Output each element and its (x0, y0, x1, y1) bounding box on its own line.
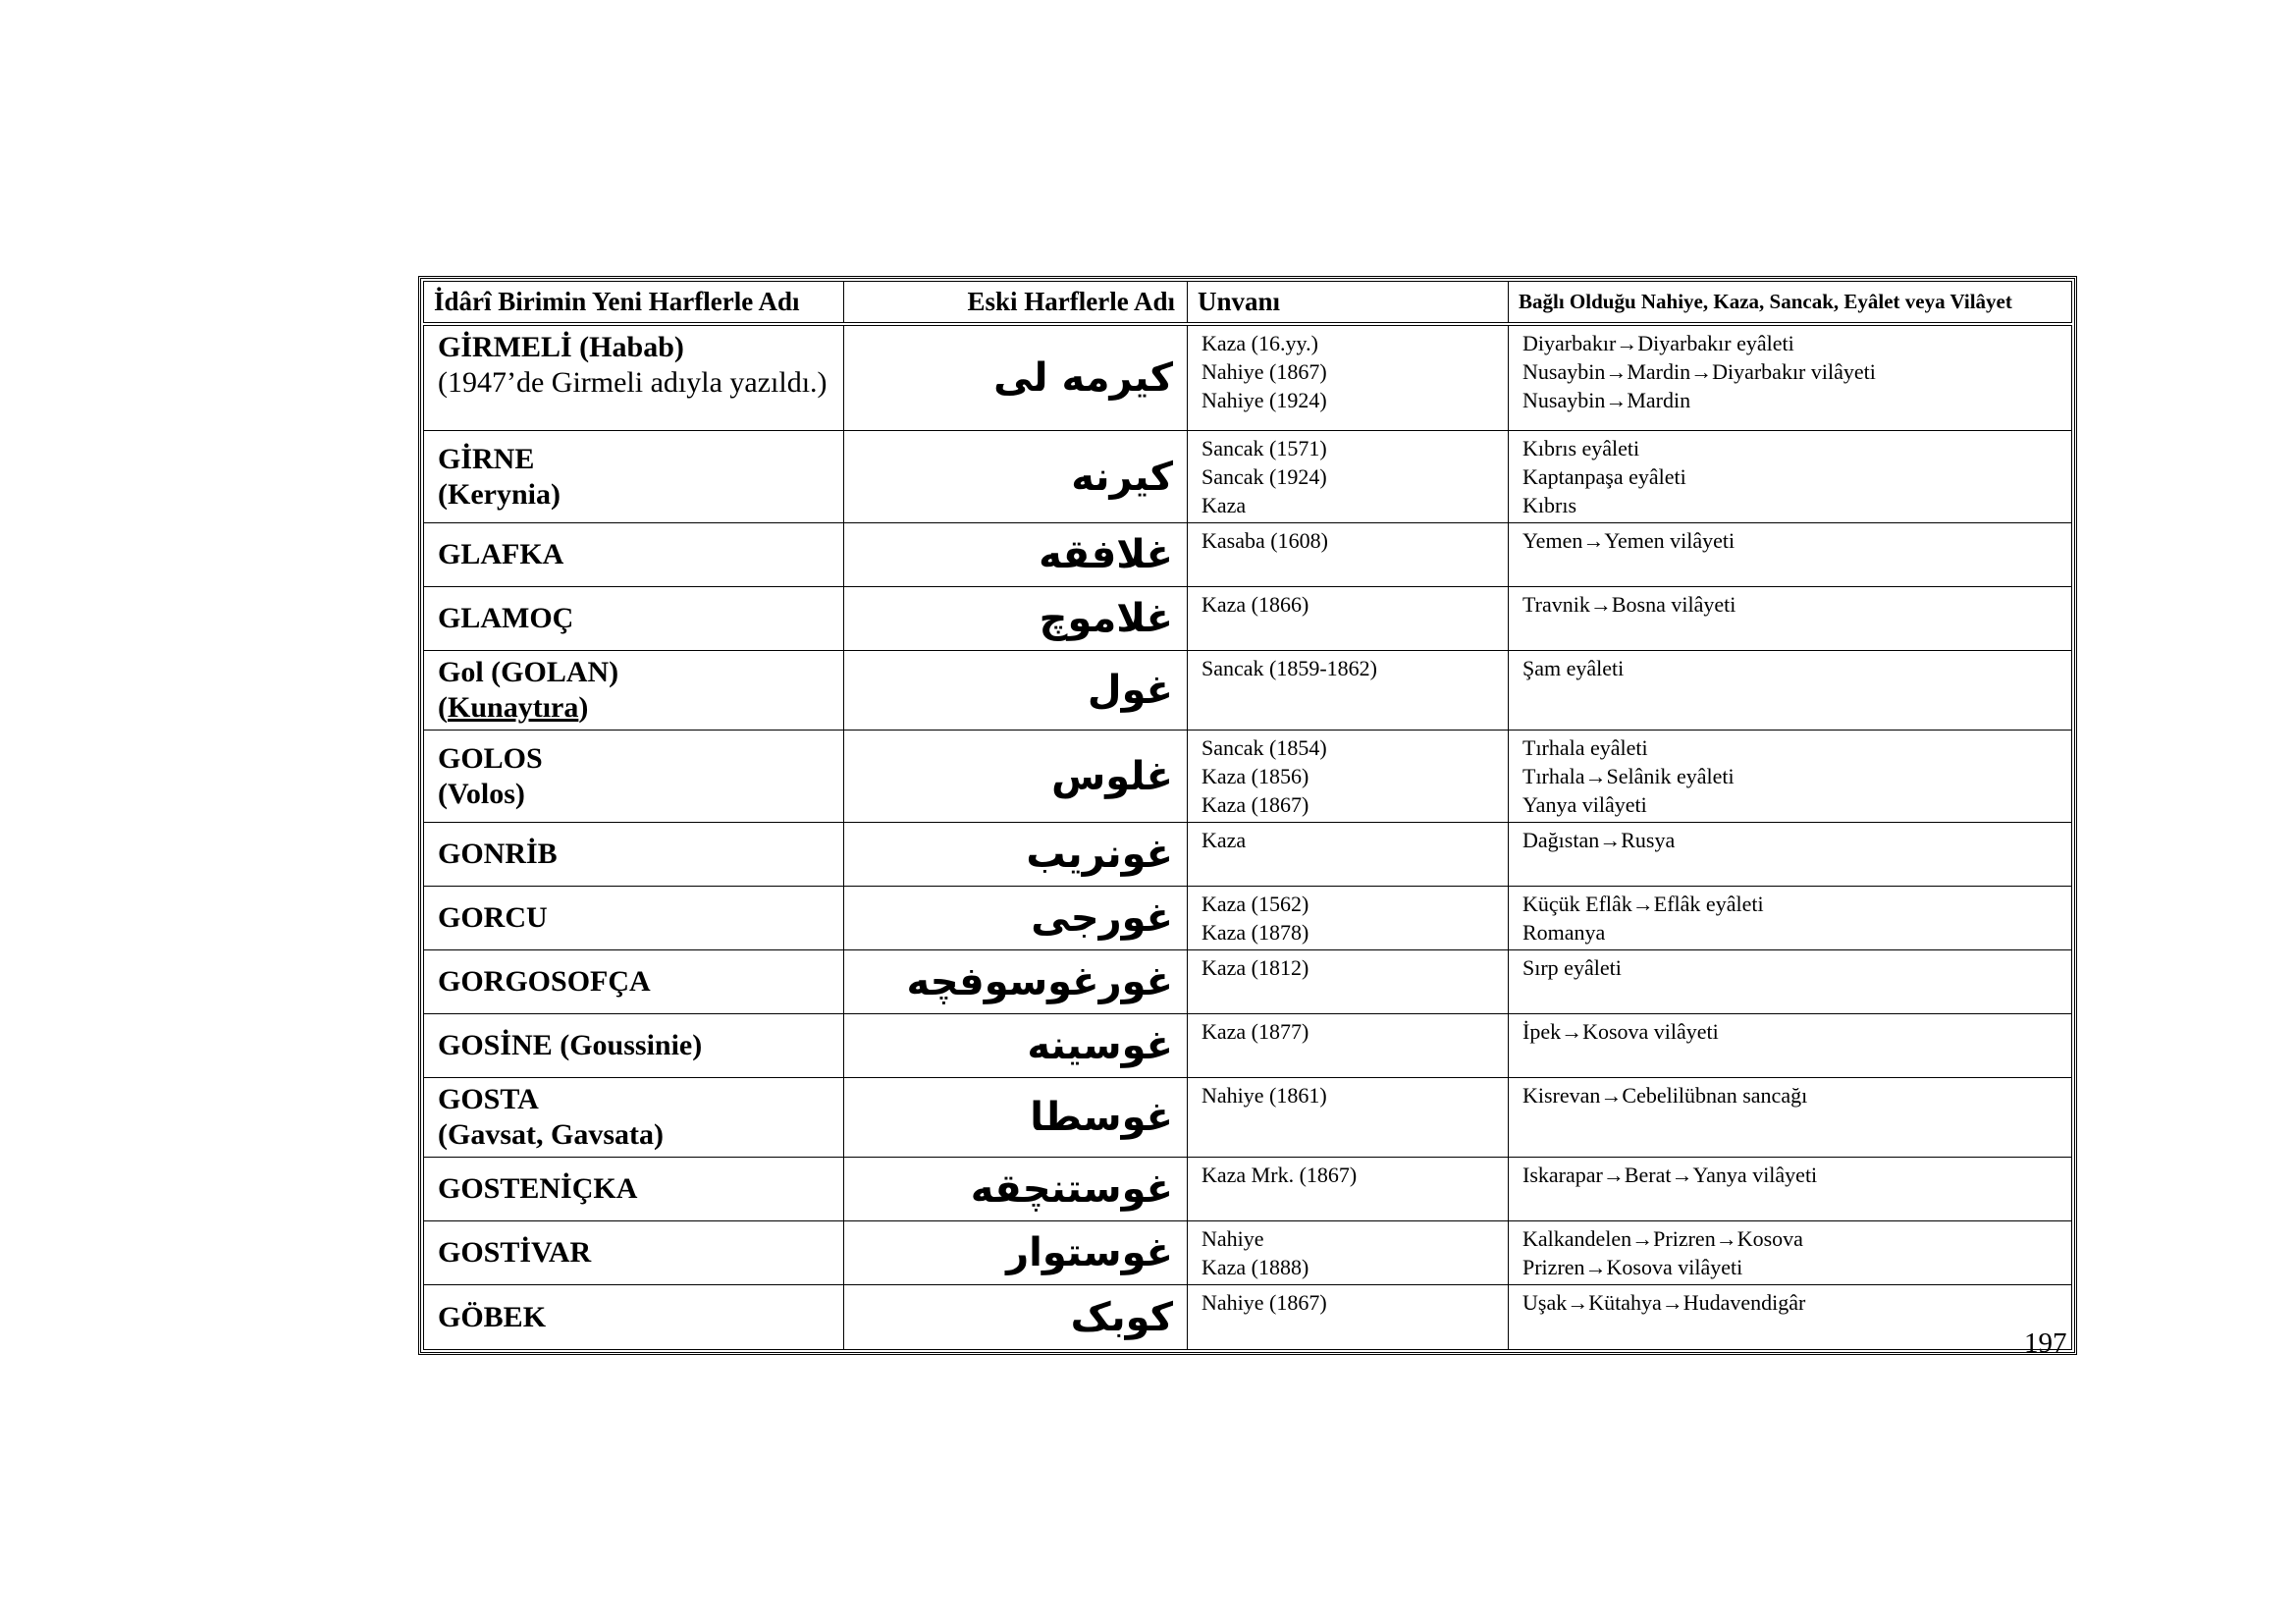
old-script-name: غوستنچقه (844, 1158, 1188, 1221)
title-line: Kaza (1888) (1201, 1255, 1309, 1279)
old-script-name: غلاموچ (844, 587, 1188, 651)
title-cell (1188, 523, 1509, 587)
unit-name-cell (424, 887, 844, 950)
title-cell (1188, 1221, 1509, 1285)
affiliation-line: Nusaybin→Mardin (1522, 387, 1691, 412)
affiliation-cell (1509, 523, 2072, 587)
affiliation-line: Kaptanpaşa eyâleti (1522, 464, 1686, 489)
table-row (424, 1014, 2072, 1078)
unit-name-cell (424, 651, 844, 731)
title-line: Nahiye (1867) (1201, 358, 1327, 384)
old-script-name: غورغوسوفچه (844, 950, 1188, 1014)
table-row (424, 324, 2072, 431)
unit-name-cell (424, 324, 844, 431)
table-row (424, 651, 2072, 731)
title-line: Kaza Mrk. (1867) (1201, 1163, 1358, 1187)
affiliation-line: Kalkandelen→Prizren→Kosova (1522, 1226, 1803, 1251)
title-line: Sancak (1854) (1201, 735, 1327, 760)
old-script-name: غول (844, 651, 1188, 731)
unit-name-cell (424, 1078, 844, 1158)
affiliation-cell (1509, 324, 2072, 431)
unit-name: GONRİB (438, 838, 558, 870)
title-line: Sancak (1924) (1201, 464, 1327, 489)
header-affiliation: Bağlı Olduğu Nahiye, Kaza, Sancak, Eyâlet veya Vilâyet (1509, 282, 2072, 324)
affiliation-cell (1509, 731, 2072, 823)
unit-name: GOSİNE (Goussinie) (438, 1029, 703, 1061)
title-cell (1188, 731, 1509, 823)
affiliation-line: Dağıstan→Rusya (1522, 828, 1676, 852)
affiliation-line: İpek→Kosova vilâyeti (1522, 1019, 1719, 1044)
table-row (424, 431, 2072, 523)
affiliation-line: Romanya (1522, 920, 1606, 945)
old-script-name: غوستوار (844, 1221, 1188, 1285)
table-row (424, 587, 2072, 651)
unit-name-cell (424, 1285, 844, 1350)
table-row (424, 1078, 2072, 1158)
unit-name: GİRMELİ (Habab) (438, 330, 684, 363)
affiliation-line: Prizren→Kosova vilâyeti (1522, 1255, 1743, 1279)
old-script-name: كوبک (844, 1285, 1188, 1350)
title-cell (1188, 887, 1509, 950)
unit-name: GLAFKA (438, 538, 564, 570)
unit-name: GOSTİVAR (438, 1236, 592, 1269)
alt-name-open: ( (438, 691, 448, 724)
unit-alt-name: (Volos) (438, 777, 525, 810)
title-line: Kaza (16.yy.) (1201, 330, 1318, 355)
title-line: Kaza (1201, 493, 1247, 517)
unit-name: Gol (GOLAN) (438, 656, 619, 688)
unit-alt-name: (Kerynia) (438, 477, 561, 511)
table-row (424, 523, 2072, 587)
title-cell (1188, 587, 1509, 651)
header-old-name: Eski Harflerle Adı (844, 282, 1188, 324)
administrative-units-table (423, 281, 2072, 1350)
affiliation-line: Diyarbakır→Diyarbakır eyâleti (1522, 330, 1794, 355)
title-line: Kaza (1201, 828, 1247, 852)
old-script-name: غوسطا (844, 1078, 1188, 1158)
unit-name: GLAMOÇ (438, 602, 574, 634)
unit-name-cell (424, 823, 844, 887)
affiliation-cell (1509, 1285, 2072, 1350)
unit-name-cell (424, 523, 844, 587)
unit-alt-name (438, 690, 829, 726)
unit-name-cell (424, 1158, 844, 1221)
title-line: Kaza (1878) (1201, 920, 1309, 945)
affiliation-line: Sırp eyâleti (1522, 955, 1622, 980)
title-line: Sancak (1859-1862) (1201, 656, 1378, 680)
affiliation-line: Yemen→Yemen vilâyeti (1522, 528, 1735, 553)
alt-name-close: ) (578, 691, 589, 724)
unit-name: GOSTENİÇKA (438, 1172, 638, 1205)
table-row (424, 1221, 2072, 1285)
affiliation-cell (1509, 887, 2072, 950)
old-script-name: كيرنه (844, 431, 1188, 523)
unit-name-cell (424, 587, 844, 651)
affiliation-cell (1509, 950, 2072, 1014)
table-row (424, 823, 2072, 887)
unit-name-cell (424, 1014, 844, 1078)
title-line: Kaza (1867) (1201, 792, 1309, 817)
old-script-name: غوسينه (844, 1014, 1188, 1078)
title-line: Kaza (1812) (1201, 955, 1309, 980)
title-cell (1188, 1285, 1509, 1350)
table-row (424, 887, 2072, 950)
affiliation-line: Uşak→Kütahya→Hudavendigâr (1522, 1290, 1806, 1315)
title-line: Sancak (1571) (1201, 436, 1327, 460)
title-line: Kaza (1562) (1201, 892, 1309, 916)
title-line: Kaza (1856) (1201, 764, 1309, 788)
title-line: Nahiye (1867) (1201, 1290, 1327, 1315)
affiliation-cell (1509, 1078, 2072, 1158)
old-script-name: غلوس (844, 731, 1188, 823)
unit-name-cell (424, 1221, 844, 1285)
unit-name: GORCU (438, 901, 548, 934)
title-cell (1188, 950, 1509, 1014)
title-cell (1188, 1078, 1509, 1158)
table-header-row (424, 282, 2072, 324)
unit-name: GOSTA (438, 1083, 539, 1115)
affiliation-line: Travnik→Bosna vilâyeti (1522, 592, 1736, 617)
affiliation-cell (1509, 651, 2072, 731)
affiliation-line: Tırhala eyâleti (1522, 735, 1648, 760)
title-line: Kaza (1877) (1201, 1019, 1309, 1044)
affiliation-cell (1509, 1221, 2072, 1285)
title-cell (1188, 651, 1509, 731)
old-script-name: غلافقه (844, 523, 1188, 587)
title-line: Nahiye (1924) (1201, 387, 1327, 412)
alt-name-underlined: Kunaytıra (448, 691, 579, 724)
affiliation-line: Şam eyâleti (1522, 656, 1625, 680)
affiliation-line: Yanya vilâyeti (1522, 792, 1647, 817)
affiliation-cell (1509, 1014, 2072, 1078)
title-cell (1188, 1158, 1509, 1221)
unit-note: (1947’de Girmeli adıyla yazıldı.) (438, 365, 828, 399)
title-cell (1188, 1014, 1509, 1078)
title-cell (1188, 324, 1509, 431)
unit-alt-name: (Gavsat, Gavsata) (438, 1118, 664, 1151)
title-line: Nahiye (1201, 1226, 1264, 1251)
unit-name: GİRNE (438, 442, 535, 475)
table-row (424, 731, 2072, 823)
affiliation-cell (1509, 1158, 2072, 1221)
unit-name: GOLOS (438, 741, 543, 775)
affiliation-line: Nusaybin→Mardin→Diyarbakır vilâyeti (1522, 358, 1876, 384)
table-row (424, 950, 2072, 1014)
table-row (424, 1285, 2072, 1350)
affiliation-line: Iskarapar→Berat→Yanya vilâyeti (1522, 1163, 1818, 1187)
title-cell (1188, 823, 1509, 887)
page-number: 197 (2024, 1327, 2067, 1359)
unit-name-cell (424, 731, 844, 823)
unit-name: GÖBEK (438, 1300, 547, 1333)
affiliation-cell (1509, 431, 2072, 523)
title-cell (1188, 431, 1509, 523)
affiliation-cell (1509, 587, 2072, 651)
affiliation-line: Kıbrıs eyâleti (1522, 436, 1640, 460)
title-line: Kaza (1866) (1201, 592, 1309, 617)
old-script-name: غونريب (844, 823, 1188, 887)
unit-name-cell (424, 431, 844, 523)
table-frame (418, 276, 2077, 1355)
unit-name: GORGOSOFÇA (438, 965, 651, 998)
unit-name-cell (424, 950, 844, 1014)
title-line: Nahiye (1861) (1201, 1083, 1327, 1108)
affiliation-line: Kıbrıs (1522, 493, 1576, 517)
affiliation-line: Kisrevan→Cebelilübnan sancağı (1522, 1083, 1808, 1108)
table-body (424, 324, 2072, 1350)
affiliation-line: Tırhala→Selânik eyâleti (1522, 764, 1735, 788)
header-title: Unvanı (1188, 282, 1509, 324)
affiliation-line: Küçük Eflâk→Eflâk eyâleti (1522, 892, 1764, 916)
table-row (424, 1158, 2072, 1221)
title-line: Kasaba (1608) (1201, 528, 1328, 553)
header-new-name: İdârî Birimin Yeni Harflerle Adı (424, 282, 844, 324)
old-script-name: غورجى (844, 887, 1188, 950)
affiliation-cell (1509, 823, 2072, 887)
old-script-name: كيرمه لى (844, 324, 1188, 431)
